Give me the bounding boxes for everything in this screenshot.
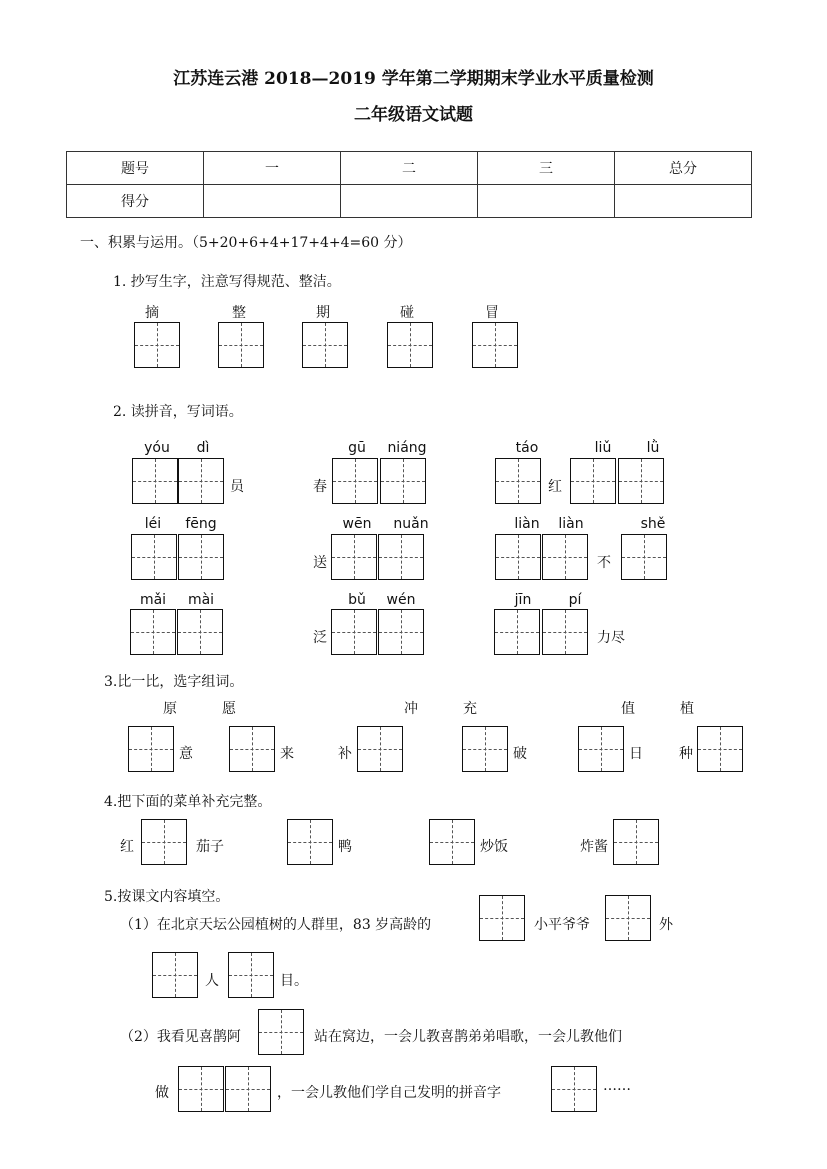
pinyin-label: wēn: [342, 516, 372, 532]
section-heading: 一、积累与运用。（5+20+6+4+17+4+4=60 分）: [80, 235, 412, 251]
pinyin-label: mài: [187, 592, 215, 608]
word-fragment: 送: [313, 555, 327, 571]
writing-box[interactable]: [542, 609, 588, 655]
writing-box[interactable]: [132, 458, 178, 504]
writing-box[interactable]: [570, 458, 616, 504]
writing-box[interactable]: [378, 534, 424, 580]
writing-box[interactable]: [152, 952, 198, 998]
writing-box[interactable]: [287, 819, 333, 865]
pinyin-label: fēng: [185, 516, 217, 532]
score-input-cell[interactable]: [341, 185, 478, 218]
writing-box[interactable]: [387, 322, 433, 368]
fill-text: 人: [205, 973, 219, 989]
writing-box[interactable]: [218, 322, 264, 368]
page-title: 江苏连云港 2018—2019 学年第二学期期末学业水平质量检测: [173, 69, 654, 89]
writing-box[interactable]: [697, 726, 743, 772]
pinyin-label: liàn: [558, 516, 584, 532]
word-fragment: 春: [313, 479, 327, 495]
table-row: [67, 185, 752, 218]
writing-box[interactable]: [429, 819, 475, 865]
writing-box[interactable]: [177, 609, 223, 655]
pinyin-label: mǎi: [139, 592, 167, 608]
writing-box[interactable]: [605, 895, 651, 941]
writing-box[interactable]: [357, 726, 403, 772]
word-fragment: 补: [338, 746, 352, 762]
question-prompt: 1. 抄写生字，注意写得规范、整洁。: [113, 274, 341, 290]
word-fragment: 炸酱: [580, 839, 608, 855]
writing-box[interactable]: [178, 534, 224, 580]
question-prompt: 4.把下面的菜单补充完整。: [104, 794, 272, 810]
page-subtitle: 二年级语文试题: [354, 105, 473, 125]
writing-box[interactable]: [302, 322, 348, 368]
writing-box[interactable]: [613, 819, 659, 865]
word-fragment: 日: [629, 746, 643, 762]
writing-box[interactable]: [134, 322, 180, 368]
pinyin-label: liǔ: [594, 440, 612, 456]
pinyin-label: nuǎn: [393, 516, 429, 532]
table-row: [67, 152, 752, 185]
writing-box[interactable]: [462, 726, 508, 772]
score-table: [66, 151, 752, 218]
fill-text: ，一会儿教他们学自己发明的拼音字: [277, 1085, 501, 1101]
fill-text: 站在窝边，一会儿教喜鹊弟弟唱歌，一会儿教他们: [314, 1029, 622, 1045]
choice-char: 愿: [222, 701, 236, 717]
writing-box[interactable]: [378, 609, 424, 655]
table-cell: 三: [478, 152, 615, 185]
writing-box[interactable]: [495, 534, 541, 580]
question-prompt: 3.比一比，选字组词。: [104, 674, 244, 690]
writing-box[interactable]: [618, 458, 664, 504]
writing-box[interactable]: [380, 458, 426, 504]
writing-box[interactable]: [542, 534, 588, 580]
pinyin-label: dì: [196, 440, 210, 456]
word-fragment: 员: [230, 479, 244, 495]
choice-char: 冲: [404, 701, 418, 717]
pinyin-label: táo: [515, 440, 539, 456]
pinyin-label: liàn: [514, 516, 540, 532]
fill-text: ……: [603, 1078, 631, 1094]
fill-text: （2）我看见喜鹊阿: [120, 1029, 241, 1045]
question-prompt: 5.按课文内容填空。: [104, 889, 230, 905]
model-char: 摘: [145, 305, 159, 321]
fill-text: 做: [155, 1085, 169, 1101]
writing-box[interactable]: [258, 1009, 304, 1055]
writing-box[interactable]: [495, 458, 541, 504]
word-fragment: 来: [280, 746, 294, 762]
table-cell: 总分: [615, 152, 752, 185]
pinyin-label: yóu: [144, 440, 170, 456]
model-char: 碰: [400, 305, 414, 321]
score-input-cell[interactable]: [478, 185, 615, 218]
pinyin-label: bǔ: [348, 592, 366, 608]
fill-text: 目。: [280, 973, 308, 989]
writing-box[interactable]: [472, 322, 518, 368]
writing-box[interactable]: [578, 726, 624, 772]
word-fragment: 茄子: [196, 839, 224, 855]
writing-box[interactable]: [479, 895, 525, 941]
fill-text: 外: [659, 917, 673, 933]
score-input-cell[interactable]: [204, 185, 341, 218]
pinyin-label: gū: [348, 440, 366, 456]
score-input-cell[interactable]: [615, 185, 752, 218]
writing-box[interactable]: [178, 1066, 224, 1112]
choice-char: 充: [463, 701, 477, 717]
fill-text: （1）在北京天坛公园植树的人群里，83 岁高龄的: [120, 917, 432, 933]
model-char: 期: [316, 305, 330, 321]
pinyin-label: shě: [640, 516, 666, 532]
pinyin-label: jīn: [514, 592, 532, 608]
pinyin-label: léi: [144, 516, 162, 532]
table-cell: 题号: [67, 152, 204, 185]
writing-box[interactable]: [551, 1066, 597, 1112]
writing-box[interactable]: [141, 819, 187, 865]
writing-box[interactable]: [225, 1066, 271, 1112]
choice-char: 植: [680, 701, 694, 717]
choice-char: 原: [163, 701, 177, 717]
word-fragment: 不: [597, 555, 611, 571]
model-char: 冒: [485, 305, 499, 321]
table-cell: 二: [341, 152, 478, 185]
word-fragment: 泛: [313, 630, 327, 646]
writing-box[interactable]: [131, 534, 177, 580]
writing-box[interactable]: [128, 726, 174, 772]
word-fragment: 意: [179, 746, 193, 762]
word-fragment: 破: [513, 746, 527, 762]
writing-box[interactable]: [332, 458, 378, 504]
word-fragment: 红: [548, 479, 562, 495]
fill-text: 小平爷爷: [534, 917, 590, 933]
writing-box[interactable]: [494, 609, 540, 655]
writing-box[interactable]: [130, 609, 176, 655]
pinyin-label: pí: [568, 592, 582, 608]
writing-box[interactable]: [229, 726, 275, 772]
pinyin-label: lǜ: [646, 440, 660, 456]
choice-char: 值: [621, 701, 635, 717]
model-char: 整: [232, 305, 246, 321]
writing-box[interactable]: [621, 534, 667, 580]
writing-box[interactable]: [178, 458, 224, 504]
table-cell: 得分: [67, 185, 204, 218]
pinyin-label: niáng: [387, 440, 427, 456]
word-fragment: 力尽: [597, 630, 625, 646]
writing-box[interactable]: [331, 534, 377, 580]
table-cell: 一: [204, 152, 341, 185]
word-fragment: 鸭: [338, 839, 352, 855]
pinyin-label: wén: [386, 592, 416, 608]
word-fragment: 炒饭: [480, 839, 508, 855]
writing-box[interactable]: [228, 952, 274, 998]
word-fragment: 种: [679, 746, 693, 762]
word-fragment: 红: [120, 839, 134, 855]
writing-box[interactable]: [331, 609, 377, 655]
question-prompt: 2. 读拼音，写词语。: [113, 404, 243, 420]
